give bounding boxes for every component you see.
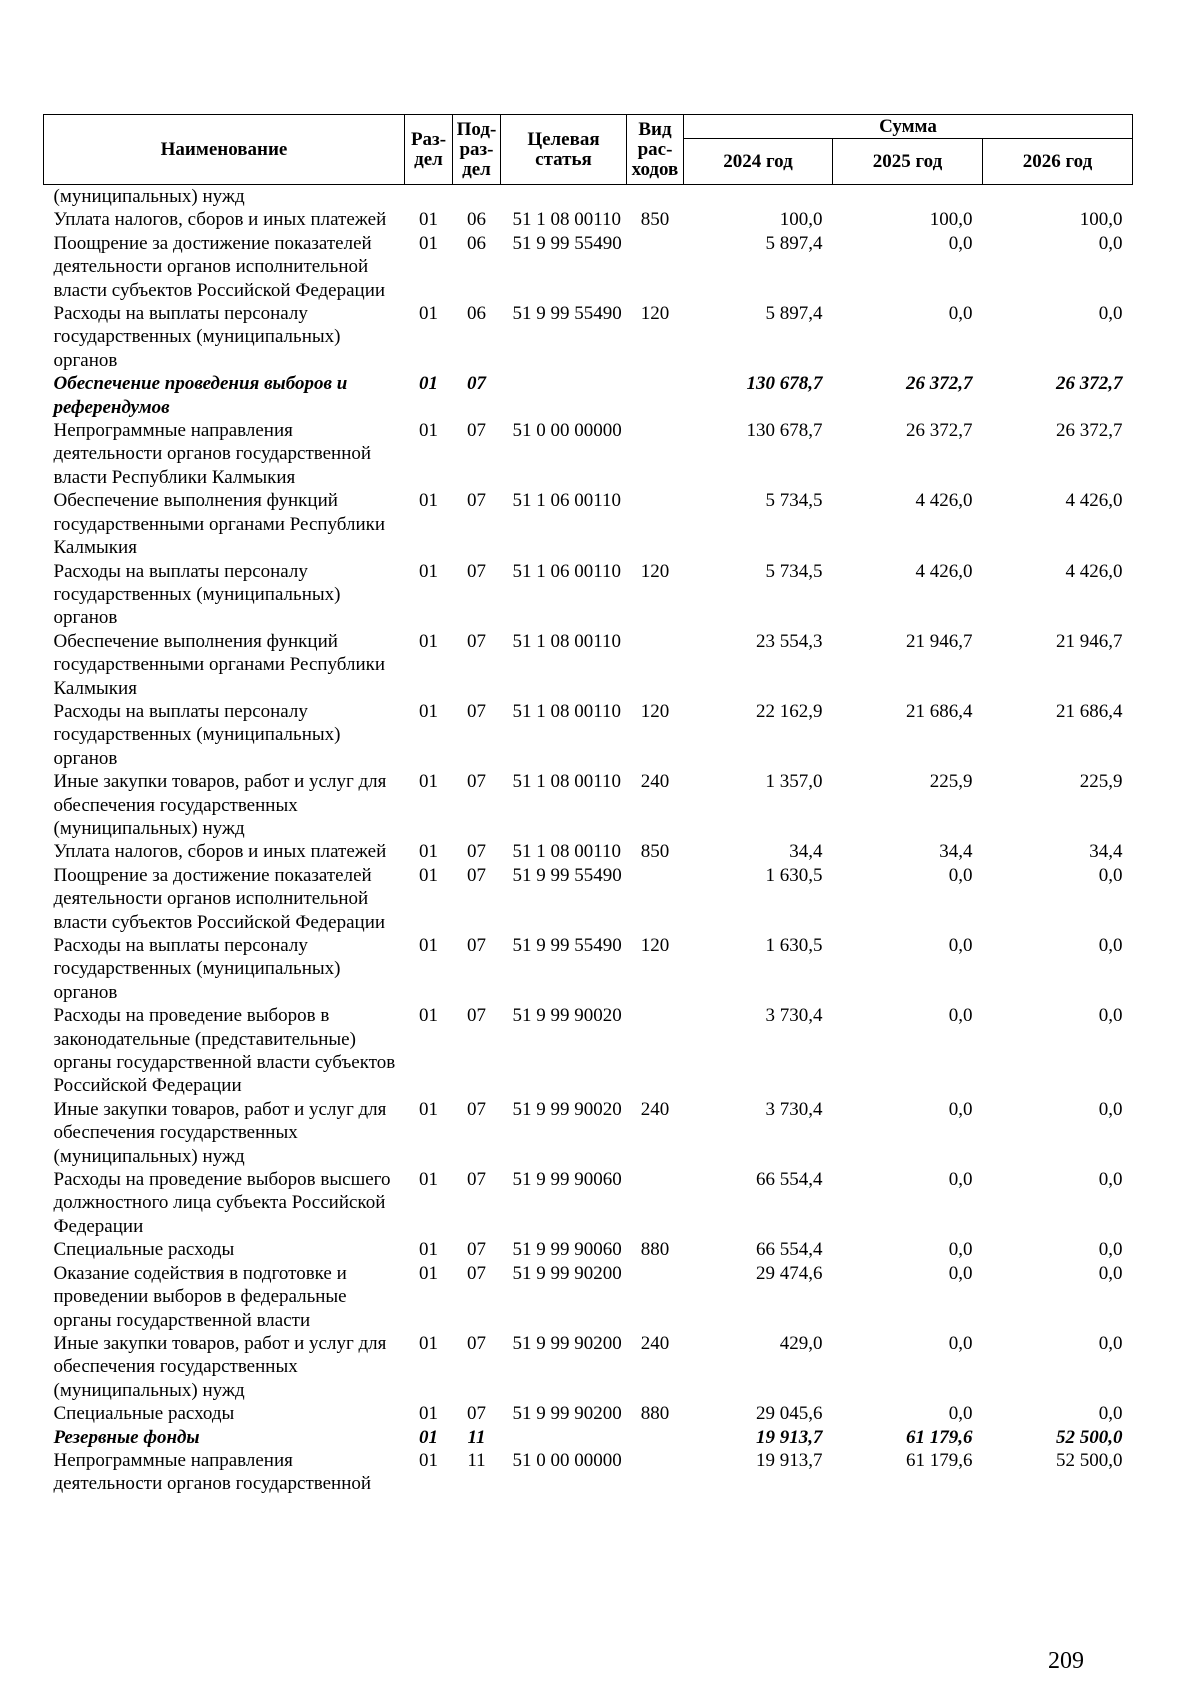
row-target: 51 1 08 00110 (512, 630, 622, 652)
row-sum-2024: 1 630,5 (765, 864, 823, 886)
row-podrazdel: 07 (467, 1262, 486, 1284)
row-name: Обеспечение проведения выборов и референдумов (53, 373, 348, 418)
row-podrazdel: 07 (467, 373, 486, 395)
row-sum-2025: 225,9 (929, 771, 973, 793)
row-sum-2024: 34,4 (789, 841, 823, 863)
header-name: Наименование (44, 115, 405, 185)
row-podrazdel: 06 (467, 209, 486, 231)
row-razdel: 01 (419, 420, 438, 442)
row-name: Специальные расходы (53, 1239, 235, 1261)
header-vid: Вид рас- ходов (627, 115, 684, 185)
row-sum-2026: 26 372,7 (1056, 420, 1123, 442)
row-podrazdel: 07 (467, 864, 486, 886)
row-sum-2026: 0,0 (1098, 935, 1123, 956)
row-target: 51 1 08 00110 (512, 771, 622, 793)
row-sum-2025: 0,0 (948, 303, 973, 325)
header-target: Целевая статья (501, 115, 627, 185)
row-sum-2024: 429,0 (779, 1332, 823, 1354)
row-sum-2024: 1 630,5 (765, 935, 823, 956)
row-sum-2025: 0,0 (948, 935, 973, 956)
row-razdel: 01 (419, 373, 438, 395)
row-name: Резервные фонды (53, 1426, 200, 1448)
row-name: Расходы на проведение выборов в законодательные (представительные) органы государственной власти субъектов Российской Федерации (53, 1005, 396, 1097)
row-sum-2025: 21 946,7 (906, 630, 973, 652)
row-target: 51 9 99 55490 (512, 935, 622, 956)
row-sum-2025: 0,0 (948, 1005, 973, 1027)
row-vid: 240 (640, 1098, 670, 1120)
row-sum-2024: 3 730,4 (765, 1005, 823, 1027)
row-name: Поощрение за достижение показателей деятельности органов исполнительной власти субъектов Российской Федерации (53, 232, 386, 301)
table-row (44, 700, 1133, 770)
row-name: (муниципальных) нужд (53, 186, 245, 207)
row-sum-2026: 225,9 (1079, 771, 1123, 793)
row-vid: 120 (640, 700, 670, 722)
row-podrazdel: 07 (467, 841, 486, 863)
row-podrazdel: 07 (467, 1403, 486, 1425)
row-target: 51 1 08 00110 (512, 209, 622, 231)
row-sum-2026: 21 686,4 (1056, 700, 1123, 722)
row-sum-2024: 5 897,4 (765, 303, 823, 325)
row-sum-2026: 0,0 (1098, 1005, 1123, 1027)
row-name: Поощрение за достижение показателей деятельности органов исполнительной власти субъектов Российской Федерации (53, 864, 386, 933)
row-vid (627, 1449, 684, 1496)
row-target: 51 9 99 90020 (512, 1098, 622, 1120)
row-vid: 120 (640, 935, 670, 956)
row-name: Расходы на выплаты персоналу государственных (муниципальных) органов (53, 560, 341, 629)
table-row (44, 1449, 1133, 1496)
table-row (44, 934, 1133, 1004)
row-target: 51 9 99 55490 (512, 232, 622, 254)
row-vid (627, 185, 684, 209)
row-podrazdel: 07 (467, 1239, 486, 1261)
row-podrazdel: 07 (467, 420, 486, 442)
row-sum-2025: 0,0 (948, 864, 973, 886)
header-sum: Сумма (684, 115, 1133, 139)
row-vid (627, 1262, 684, 1332)
row-razdel: 01 (419, 490, 438, 512)
row-name: Уплата налогов, сборов и иных платежей (53, 209, 387, 231)
row-sum-2026: 52 500,0 (1056, 1426, 1123, 1448)
table-row (44, 840, 1133, 863)
row-target: 51 1 06 00110 (512, 490, 622, 512)
row-sum-2026: 0,0 (1098, 232, 1123, 254)
row-razdel: 01 (419, 1005, 438, 1027)
row-podrazdel: 07 (467, 630, 486, 652)
row-sum-2026: 4 426,0 (1065, 560, 1123, 582)
row-razdel: 01 (419, 841, 438, 863)
row-sum-2026: 0,0 (1098, 1169, 1123, 1191)
row-razdel: 01 (419, 1239, 438, 1261)
row-sum-2024: 66 554,4 (756, 1169, 823, 1191)
row-sum-2024: 5 734,5 (765, 490, 823, 512)
row-target: 51 9 99 90200 (512, 1403, 622, 1425)
row-name: Обеспечение выполнения функций государственными органами Республики Калмыкия (53, 630, 386, 699)
row-vid: 850 (640, 209, 670, 231)
row-podrazdel: 07 (467, 1169, 486, 1191)
row-target: 51 0 00 00000 (512, 420, 622, 442)
row-vid (627, 630, 684, 700)
table-row (44, 489, 1133, 559)
row-target: 51 0 00 00000 (512, 1449, 622, 1471)
row-sum-2025: 61 179,6 (906, 1449, 973, 1471)
row-name: Расходы на проведение выборов высшего должностного лица субъекта Российской Федерации (53, 1169, 391, 1237)
row-razdel: 01 (419, 1426, 438, 1448)
row-sum-2026: 4 426,0 (1065, 490, 1123, 512)
row-target: 51 9 99 90060 (512, 1169, 622, 1191)
row-sum-2026: 52 500,0 (1056, 1449, 1123, 1471)
row-razdel: 01 (419, 771, 438, 793)
row-sum-2026: 0,0 (1098, 1403, 1123, 1425)
row-sum-2025: 0,0 (948, 1332, 973, 1354)
row-sum-2025 (833, 185, 983, 209)
row-target (501, 1426, 627, 1449)
row-podrazdel (453, 185, 501, 209)
row-razdel: 01 (419, 1332, 438, 1354)
row-target: 51 9 99 55490 (512, 864, 622, 886)
row-sum-2026: 34,4 (1089, 841, 1123, 863)
row-razdel: 01 (419, 1403, 438, 1425)
row-sum-2024: 5 897,4 (765, 232, 823, 254)
row-vid: 120 (640, 303, 670, 325)
row-razdel: 01 (419, 209, 438, 231)
row-target (501, 185, 627, 209)
row-sum-2024: 3 730,4 (765, 1098, 823, 1120)
row-podrazdel: 06 (467, 232, 486, 254)
table-row (44, 232, 1133, 302)
header-2024: 2024 год (684, 139, 833, 185)
row-sum-2025: 0,0 (948, 1403, 973, 1425)
row-name: Иные закупки товаров, работ и услуг для обеспечения государственных (муниципальных) нужд (53, 1332, 387, 1401)
header-razdel: Раз- дел (405, 115, 453, 185)
row-name: Непрограммные направления деятельности органов государственной власти Республики Калмыкия (53, 420, 372, 488)
row-podrazdel: 07 (467, 560, 486, 582)
row-sum-2024: 23 554,3 (756, 630, 823, 652)
row-vid: 880 (640, 1403, 670, 1425)
row-vid (627, 1168, 684, 1238)
row-vid: 880 (640, 1239, 670, 1261)
row-sum-2024: 19 913,7 (756, 1449, 823, 1471)
page-number: 209 (1048, 1648, 1084, 1674)
row-sum-2026: 0,0 (1098, 1098, 1123, 1120)
row-sum-2024: 29 045,6 (756, 1403, 823, 1425)
row-razdel: 01 (419, 1098, 438, 1120)
row-sum-2025: 26 372,7 (906, 420, 973, 442)
budget-table (43, 114, 1133, 1496)
row-vid (627, 372, 684, 419)
row-vid (627, 232, 684, 302)
row-target: 51 1 08 00110 (512, 841, 622, 863)
row-sum-2025: 21 686,4 (906, 700, 973, 722)
row-vid: 850 (640, 841, 670, 863)
row-name: Иные закупки товаров, работ и услуг для обеспечения государственных (муниципальных) нужд (53, 1098, 387, 1167)
row-razdel: 01 (419, 232, 438, 254)
table-row (44, 864, 1133, 934)
header-podrazdel: Под- раз- дел (453, 115, 501, 185)
row-sum-2025: 4 426,0 (915, 560, 973, 582)
row-name: Оказание содействия в подготовке и проведении выборов в федеральные органы государственной власти (53, 1262, 347, 1331)
row-target: 51 9 99 90200 (512, 1262, 622, 1284)
table-row (44, 185, 1133, 209)
row-target: 51 1 08 00110 (512, 700, 622, 722)
row-target: 51 9 99 90060 (512, 1239, 622, 1261)
table-row (44, 770, 1133, 840)
table-row (44, 1402, 1133, 1425)
table-body (44, 185, 1133, 1496)
row-name: Иные закупки товаров, работ и услуг для обеспечения государственных (муниципальных) нужд (53, 771, 387, 839)
row-vid (627, 489, 684, 559)
row-target: 51 9 99 55490 (512, 303, 622, 325)
row-sum-2026: 100,0 (1079, 209, 1123, 231)
row-sum-2024: 130 678,7 (746, 420, 823, 442)
header-2025: 2025 год (833, 139, 983, 185)
row-razdel: 01 (419, 560, 438, 582)
row-podrazdel: 07 (467, 1005, 486, 1027)
row-razdel: 01 (419, 864, 438, 886)
row-vid: 120 (640, 560, 670, 582)
row-sum-2024: 22 162,9 (756, 700, 823, 722)
row-vid: 240 (640, 771, 670, 793)
row-sum-2026: 0,0 (1098, 1262, 1123, 1284)
row-razdel: 01 (419, 630, 438, 652)
row-sum-2025: 0,0 (948, 232, 973, 254)
row-sum-2026: 0,0 (1098, 864, 1123, 886)
row-name: Обеспечение выполнения функций государственными органами Республики Калмыкия (53, 490, 386, 559)
row-sum-2024: 5 734,5 (765, 560, 823, 582)
table-header (44, 115, 1133, 185)
row-name: Расходы на выплаты персоналу государственных (муниципальных) органов (53, 935, 341, 1003)
table-row (44, 302, 1133, 372)
row-sum-2024: 100,0 (779, 209, 823, 231)
row-podrazdel: 11 (467, 1449, 486, 1471)
row-podrazdel: 07 (467, 490, 486, 512)
row-sum-2025: 34,4 (939, 841, 973, 863)
row-target: 51 9 99 90200 (512, 1332, 622, 1354)
table-row (44, 630, 1133, 700)
row-podrazdel: 07 (467, 700, 486, 722)
row-sum-2026: 21 946,7 (1056, 630, 1123, 652)
table-row (44, 560, 1133, 630)
row-vid (627, 864, 684, 934)
row-sum-2024: 29 474,6 (756, 1262, 823, 1284)
row-vid (627, 1004, 684, 1098)
row-podrazdel: 07 (467, 935, 486, 956)
row-vid: 240 (640, 1332, 670, 1354)
table-row (44, 1238, 1133, 1261)
row-razdel: 01 (419, 1169, 438, 1191)
row-podrazdel: 07 (467, 1098, 486, 1120)
table-row (44, 1098, 1133, 1168)
row-name: Специальные расходы (53, 1403, 235, 1425)
row-target: 51 9 99 90020 (512, 1005, 622, 1027)
table-row (44, 1262, 1133, 1332)
row-razdel: 01 (419, 303, 438, 325)
row-sum-2024 (684, 185, 833, 209)
table-row (44, 208, 1133, 231)
row-sum-2026: 0,0 (1098, 303, 1123, 325)
row-sum-2025: 100,0 (929, 209, 973, 231)
row-vid (627, 419, 684, 489)
row-sum-2025: 0,0 (948, 1262, 973, 1284)
table-row (44, 372, 1133, 419)
table-row (44, 1168, 1133, 1238)
row-podrazdel: 07 (467, 1332, 486, 1354)
row-sum-2025: 0,0 (948, 1098, 973, 1120)
row-razdel: 01 (419, 1449, 438, 1471)
row-sum-2025: 0,0 (948, 1239, 973, 1261)
table-row (44, 1426, 1133, 1449)
row-vid (627, 1426, 684, 1449)
row-name: Уплата налогов, сборов и иных платежей (53, 841, 387, 863)
row-razdel: 01 (419, 1262, 438, 1284)
row-sum-2024: 1 357,0 (765, 771, 823, 793)
row-podrazdel: 11 (467, 1426, 486, 1448)
row-podrazdel: 06 (467, 303, 486, 325)
row-sum-2026 (983, 185, 1133, 209)
row-name: Расходы на выплаты персоналу государственных (муниципальных) органов (53, 700, 341, 769)
row-name: Непрограммные направления деятельности органов государственной (53, 1449, 372, 1495)
row-razdel (405, 185, 453, 209)
row-razdel: 01 (419, 700, 438, 722)
row-target: 51 1 06 00110 (512, 560, 622, 582)
header-2026: 2026 год (983, 139, 1133, 185)
row-sum-2024: 19 913,7 (756, 1426, 823, 1448)
table-row (44, 419, 1133, 489)
row-target (501, 372, 627, 419)
row-sum-2025: 4 426,0 (915, 490, 973, 512)
row-sum-2025: 61 179,6 (906, 1426, 973, 1448)
row-razdel: 01 (419, 935, 438, 956)
table-row (44, 1332, 1133, 1402)
row-sum-2024: 66 554,4 (756, 1239, 823, 1261)
row-sum-2026: 26 372,7 (1056, 373, 1123, 395)
row-podrazdel: 07 (467, 771, 486, 793)
row-sum-2025: 26 372,7 (906, 373, 973, 395)
row-sum-2026: 0,0 (1098, 1332, 1123, 1354)
row-name: Расходы на выплаты персоналу государственных (муниципальных) органов (53, 303, 341, 371)
row-sum-2024: 130 678,7 (746, 373, 823, 395)
table-row (44, 1004, 1133, 1098)
row-sum-2026: 0,0 (1098, 1239, 1123, 1261)
row-sum-2025: 0,0 (948, 1169, 973, 1191)
